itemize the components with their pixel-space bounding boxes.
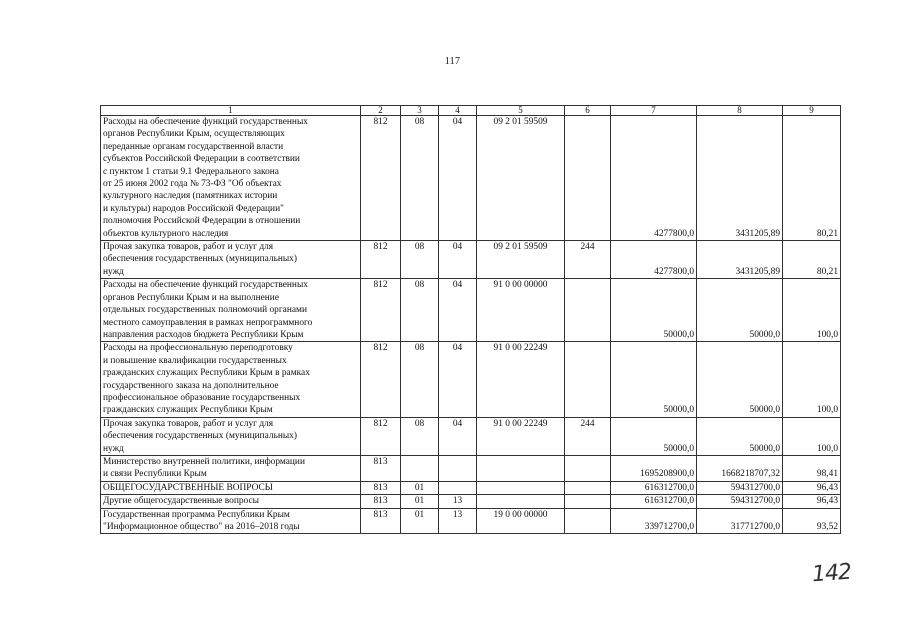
- target-article-code: 91 0 00 22249: [477, 417, 565, 455]
- expense-type-code: 244: [565, 417, 611, 455]
- section-code: 08: [401, 342, 439, 417]
- expense-name: Другие общегосударственные вопросы: [101, 495, 361, 508]
- column-number: 7: [611, 106, 697, 116]
- column-number-row: [101, 106, 841, 116]
- execution-percent: 80,21: [783, 241, 841, 279]
- ministry-code: 813: [361, 495, 401, 508]
- executed-amount: 3431205,89: [697, 241, 783, 279]
- approved-amount: 50000,0: [611, 279, 697, 342]
- target-article-code: [477, 495, 565, 508]
- subsection-code: 04: [439, 116, 477, 241]
- section-code: 01: [401, 495, 439, 508]
- ministry-code: 813: [361, 508, 401, 534]
- expense-type-code: [565, 342, 611, 417]
- approved-amount: 50000,0: [611, 417, 697, 455]
- approved-amount: 4277800,0: [611, 116, 697, 241]
- expense-name: Министерство внутренней политики, информации и связи Республики Крым: [101, 455, 361, 481]
- executed-amount: 594312700,0: [697, 495, 783, 508]
- executed-amount: 50000,0: [697, 342, 783, 417]
- column-number: 1: [101, 106, 361, 116]
- section-code: 01: [401, 508, 439, 534]
- table-row: [101, 455, 841, 481]
- executed-amount: 50000,0: [697, 279, 783, 342]
- approved-amount: 339712700,0: [611, 508, 697, 534]
- approved-amount: 616312700,0: [611, 495, 697, 508]
- executed-amount: 594312700,0: [697, 481, 783, 494]
- execution-percent: 96,43: [783, 495, 841, 508]
- target-article-code: 91 0 00 00000: [477, 279, 565, 342]
- execution-percent: 96,43: [783, 481, 841, 494]
- expense-type-code: [565, 116, 611, 241]
- column-number: 2: [361, 106, 401, 116]
- section-code: 08: [401, 417, 439, 455]
- column-number: 5: [477, 106, 565, 116]
- table-row: [101, 279, 841, 342]
- ministry-code: 812: [361, 116, 401, 241]
- subsection-code: 13: [439, 495, 477, 508]
- executed-amount: 3431205,89: [697, 116, 783, 241]
- expense-name: Расходы на обеспечение функций государственных органов Республики Крым и на выполнение отдельных государственных полномочий органами местного самоуправления в рамках непрограммного направления расходов бюджета Республики Крым: [101, 279, 361, 342]
- ministry-code: 812: [361, 417, 401, 455]
- column-number: 8: [697, 106, 783, 116]
- executed-amount: 317712700,0: [697, 508, 783, 534]
- target-article-code: [477, 455, 565, 481]
- ministry-code: 812: [361, 279, 401, 342]
- expense-name: Расходы на обеспечение функций государственных органов Республики Крым, осуществляющих переданные органам государственной власти субъектов Российской Федерации в соответствии с пунктом 1 статьи 9.1 Федерального закона от 25 июня 2002 года № 73-ФЗ "Об объектах культурного наследия (памятниках истории и культуры) народов Российской Федерации" полномочия Российской Федерации в отношении объектов культурного наследия: [101, 116, 361, 241]
- expense-name: Расходы на профессиональную переподготовку и повышение квалификации государственных гражданских служащих Республики Крым в рамках государственного заказа на дополнительное профессиональное образование государственных гражданских служащих Республики Крым: [101, 342, 361, 417]
- expense-type-code: [565, 508, 611, 534]
- subsection-code: [439, 481, 477, 494]
- budget-table: [100, 105, 841, 534]
- target-article-code: [477, 481, 565, 494]
- expense-type-code: 244: [565, 241, 611, 279]
- ministry-code: 813: [361, 455, 401, 481]
- expense-name: Прочая закупка товаров, работ и услуг для обеспечения государственных (муниципальных) нужд: [101, 241, 361, 279]
- column-number: 6: [565, 106, 611, 116]
- table-row: [101, 481, 841, 494]
- table-row: [101, 342, 841, 417]
- expense-type-code: [565, 495, 611, 508]
- expense-type-code: [565, 481, 611, 494]
- handwritten-page-number: 142: [811, 559, 852, 588]
- execution-percent: 93,52: [783, 508, 841, 534]
- table-row: [101, 241, 841, 279]
- subsection-code: 04: [439, 241, 477, 279]
- subsection-code: 04: [439, 417, 477, 455]
- table-row: [101, 508, 841, 534]
- executed-amount: 50000,0: [697, 417, 783, 455]
- execution-percent: 100,0: [783, 342, 841, 417]
- target-article-code: 91 0 00 22249: [477, 342, 565, 417]
- column-number: 4: [439, 106, 477, 116]
- expense-name: Прочая закупка товаров, работ и услуг для обеспечения государственных (муниципальных) нужд: [101, 417, 361, 455]
- page-number: 117: [444, 56, 461, 67]
- approved-amount: 4277800,0: [611, 241, 697, 279]
- target-article-code: 09 2 01 59509: [477, 116, 565, 241]
- ministry-code: 813: [361, 481, 401, 494]
- section-code: 08: [401, 116, 439, 241]
- execution-percent: 80,21: [783, 116, 841, 241]
- execution-percent: 100,0: [783, 417, 841, 455]
- expense-type-code: [565, 455, 611, 481]
- table-row: [101, 417, 841, 455]
- column-number: 9: [783, 106, 841, 116]
- section-code: 01: [401, 481, 439, 494]
- execution-percent: 100,0: [783, 279, 841, 342]
- executed-amount: 1668218707,32: [697, 455, 783, 481]
- target-article-code: 19 0 00 00000: [477, 508, 565, 534]
- expense-name: ОБЩЕГОСУДАРСТВЕННЫЕ ВОПРОСЫ: [101, 481, 361, 494]
- table-row: [101, 116, 841, 241]
- subsection-code: 13: [439, 508, 477, 534]
- approved-amount: 50000,0: [611, 342, 697, 417]
- subsection-code: 04: [439, 279, 477, 342]
- section-code: [401, 455, 439, 481]
- expense-name: Государственная программа Республики Крым "Информационное общество" на 2016–2018 годы: [101, 508, 361, 534]
- table-row: [101, 495, 841, 508]
- ministry-code: 812: [361, 241, 401, 279]
- subsection-code: [439, 455, 477, 481]
- subsection-code: 04: [439, 342, 477, 417]
- section-code: 08: [401, 279, 439, 342]
- expense-type-code: [565, 279, 611, 342]
- column-number: 3: [401, 106, 439, 116]
- target-article-code: 09 2 01 59509: [477, 241, 565, 279]
- approved-amount: 616312700,0: [611, 481, 697, 494]
- execution-percent: 98,41: [783, 455, 841, 481]
- approved-amount: 1695208900,0: [611, 455, 697, 481]
- ministry-code: 812: [361, 342, 401, 417]
- section-code: 08: [401, 241, 439, 279]
